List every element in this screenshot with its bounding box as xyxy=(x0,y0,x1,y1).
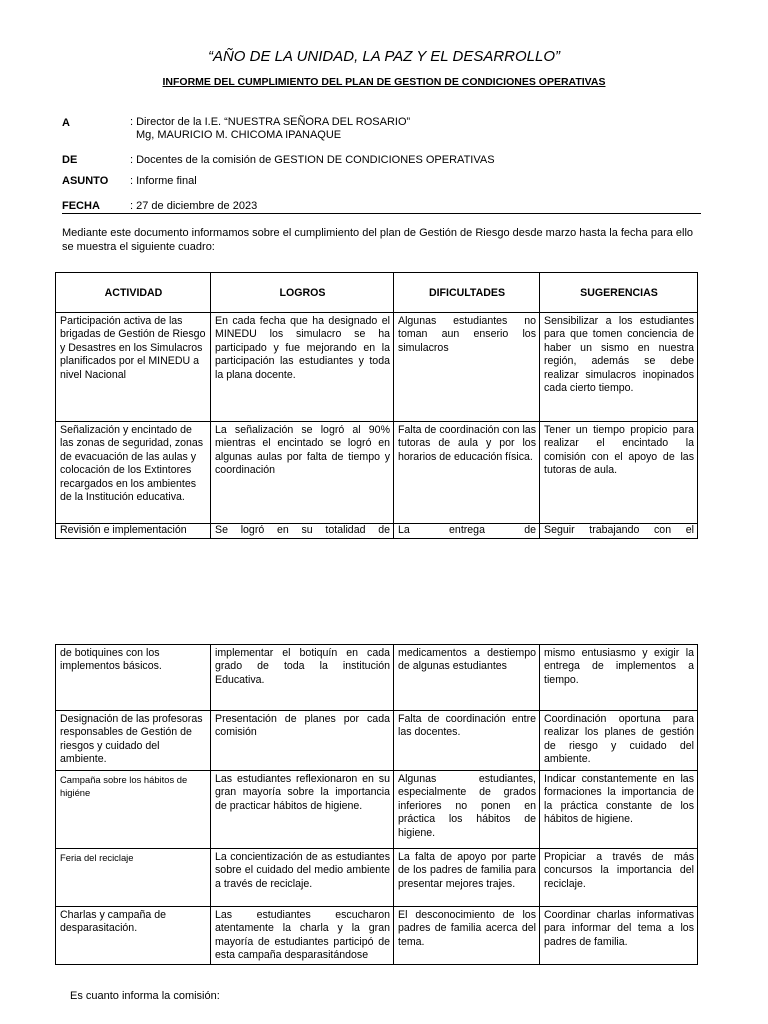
cell-activity: Participación activa de las brigadas de Gestión de Riesgo y Desastres en los Simulacros planificados por el MINEDU a nivel Nacional xyxy=(56,313,211,422)
column-header-achievements: LOGROS xyxy=(211,273,394,313)
cell-suggestion: Indicar constantemente en las formaciones la importancia de la práctica constante de los hábitos de higiene. xyxy=(540,771,698,849)
subject-label: ASUNTO xyxy=(62,175,109,187)
cell-achievement: En cada fecha que ha designado el MINEDU los simulacro se ha participado y fue mejorando en la participación las estudiantes y toda la plana docente. xyxy=(211,313,394,422)
year-motto: “AÑO DE LA UNIDAD, LA PAZ Y EL DESARROLLO” xyxy=(207,48,561,65)
report-table-page-2 xyxy=(55,644,698,965)
report-title: INFORME DEL CUMPLIMIENTO DEL PLAN DE GESTION DE CONDICIONES OPERATIVAS xyxy=(162,76,606,88)
cell-suggestion: Propiciar a través de más concursos la importancia del reciclaje. xyxy=(540,849,698,907)
report-table-page-1 xyxy=(55,272,698,539)
cell-activity: Feria del reciclaje xyxy=(56,849,211,907)
cell-achievement: La concientización de as estudiantes sobre el cuidado del medio ambiente a través de reciclaje. xyxy=(211,849,394,907)
cell-difficulty: Algunas estudiantes no toman aun enserio los simulacros xyxy=(394,313,540,422)
table-row xyxy=(56,313,698,422)
table-row xyxy=(56,422,698,524)
to-line-2: Mg, MAURICIO M. CHICOMA IPANAQUE xyxy=(136,129,342,141)
cell-suggestion: Tener un tiempo propicio para realizar el encintado la comisión con el apoyo de las tutoras de aula. xyxy=(540,422,698,524)
table-header-row xyxy=(56,273,698,313)
cell-activity: Designación de las profesoras responsables de Gestión de riesgos y cuidado del ambiente. xyxy=(56,711,211,771)
from-value: : Docentes de la comisión de GESTION DE CONDICIONES OPERATIVAS xyxy=(130,154,495,166)
cell-activity: Campaña sobre los hábitos de higiéne xyxy=(56,771,211,849)
date-label: FECHA xyxy=(62,200,100,212)
cell-difficulty: medicamentos a destiempo de algunas estudiantes xyxy=(394,645,540,711)
cell-activity: de botiquines con los implementos básicos. xyxy=(56,645,211,711)
table-row xyxy=(56,849,698,907)
cell-achievement: La señalización se logró al 90% mientras el encintado se logró en algunas aulas por falta de tiempo y coordinación xyxy=(211,422,394,524)
table-row xyxy=(56,645,698,711)
cell-difficulty: Falta de coordinación entre las docentes. xyxy=(394,711,540,771)
column-header-suggestions: SUGERENCIAS xyxy=(540,273,698,313)
to-line-1: : Director de la I.E. “NUESTRA SEÑORA DEL ROSARIO” xyxy=(130,116,411,128)
to-value xyxy=(130,116,410,142)
cell-achievement: Las estudiantes reflexionaron en su gran mayoría sobre la importancia de practicar hábitos de higiene. xyxy=(211,771,394,849)
cell-suggestion: Coordinación oportuna para realizar los planes de gestión de riesgo y cuidado del ambiente. xyxy=(540,711,698,771)
from-label: DE xyxy=(62,154,78,166)
cell-suggestion: Coordinar charlas informativas para informar del tema a los padres de familia. xyxy=(540,907,698,965)
cell-suggestion: mismo entusiasmo y exigir la entrega de implementos a tiempo. xyxy=(540,645,698,711)
to-label: A xyxy=(62,117,70,129)
cell-difficulty: El desconocimiento de los padres de familia acerca del tema. xyxy=(394,907,540,965)
column-header-activity: ACTIVIDAD xyxy=(56,273,211,313)
subject-value: : Informe final xyxy=(130,175,197,187)
table-row xyxy=(56,771,698,849)
cell-activity: Señalización y encintado de las zonas de seguridad, zonas de evacuación de las aulas y colocación de los Extintores recargados en los ambientes de la Institución educativa. xyxy=(56,422,211,524)
cell-activity: Charlas y campaña de desparasitación. xyxy=(56,907,211,965)
cell-achievement: Presentación de planes por cada comisión xyxy=(211,711,394,771)
cell-achievement: implementar el botiquín en cada grado de toda la institución Educativa. xyxy=(211,645,394,711)
cell-difficulty: Algunas estudiantes, especialmente de grados inferiores no ponen en práctica los hábitos de higiene. xyxy=(394,771,540,849)
table-row xyxy=(56,524,698,539)
cell-achievement: Se logró en su totalidad de xyxy=(211,524,394,539)
cell-activity: Revisión e implementación xyxy=(56,524,211,539)
cell-achievement: Las estudiantes escucharon atentamente la charla y la gran mayoría de estudiantes participó de esta campaña desparasitándose xyxy=(211,907,394,965)
column-header-difficulties: DIFICULTADES xyxy=(394,273,540,313)
table-row xyxy=(56,711,698,771)
closing-text: Es cuanto informa la comisión: xyxy=(70,990,220,1002)
cell-difficulty: Falta de coordinación con las tutoras de aula y por los horarios de educación física. xyxy=(394,422,540,524)
date-value: : 27 de diciembre de 2023 xyxy=(130,200,258,212)
table-row xyxy=(56,907,698,965)
cell-difficulty: La falta de apoyo por parte de los padres de familia para presentar mejores trajes. xyxy=(394,849,540,907)
cell-suggestion: Seguir trabajando con el xyxy=(540,524,698,539)
cell-suggestion: Sensibilizar a los estudiantes para que tomen conciencia de haber un sismo en nuestra región, además se debe realizar simulacros inopinados cada cierto tiempo. xyxy=(540,313,698,422)
intro-paragraph: Mediante este documento informamos sobre el cumplimiento del plan de Gestión de Riesgo desde marzo hasta la fecha para ello se muestra el siguiente cuadro: xyxy=(62,227,694,253)
header-divider xyxy=(62,213,701,214)
cell-difficulty: La entrega de xyxy=(394,524,540,539)
